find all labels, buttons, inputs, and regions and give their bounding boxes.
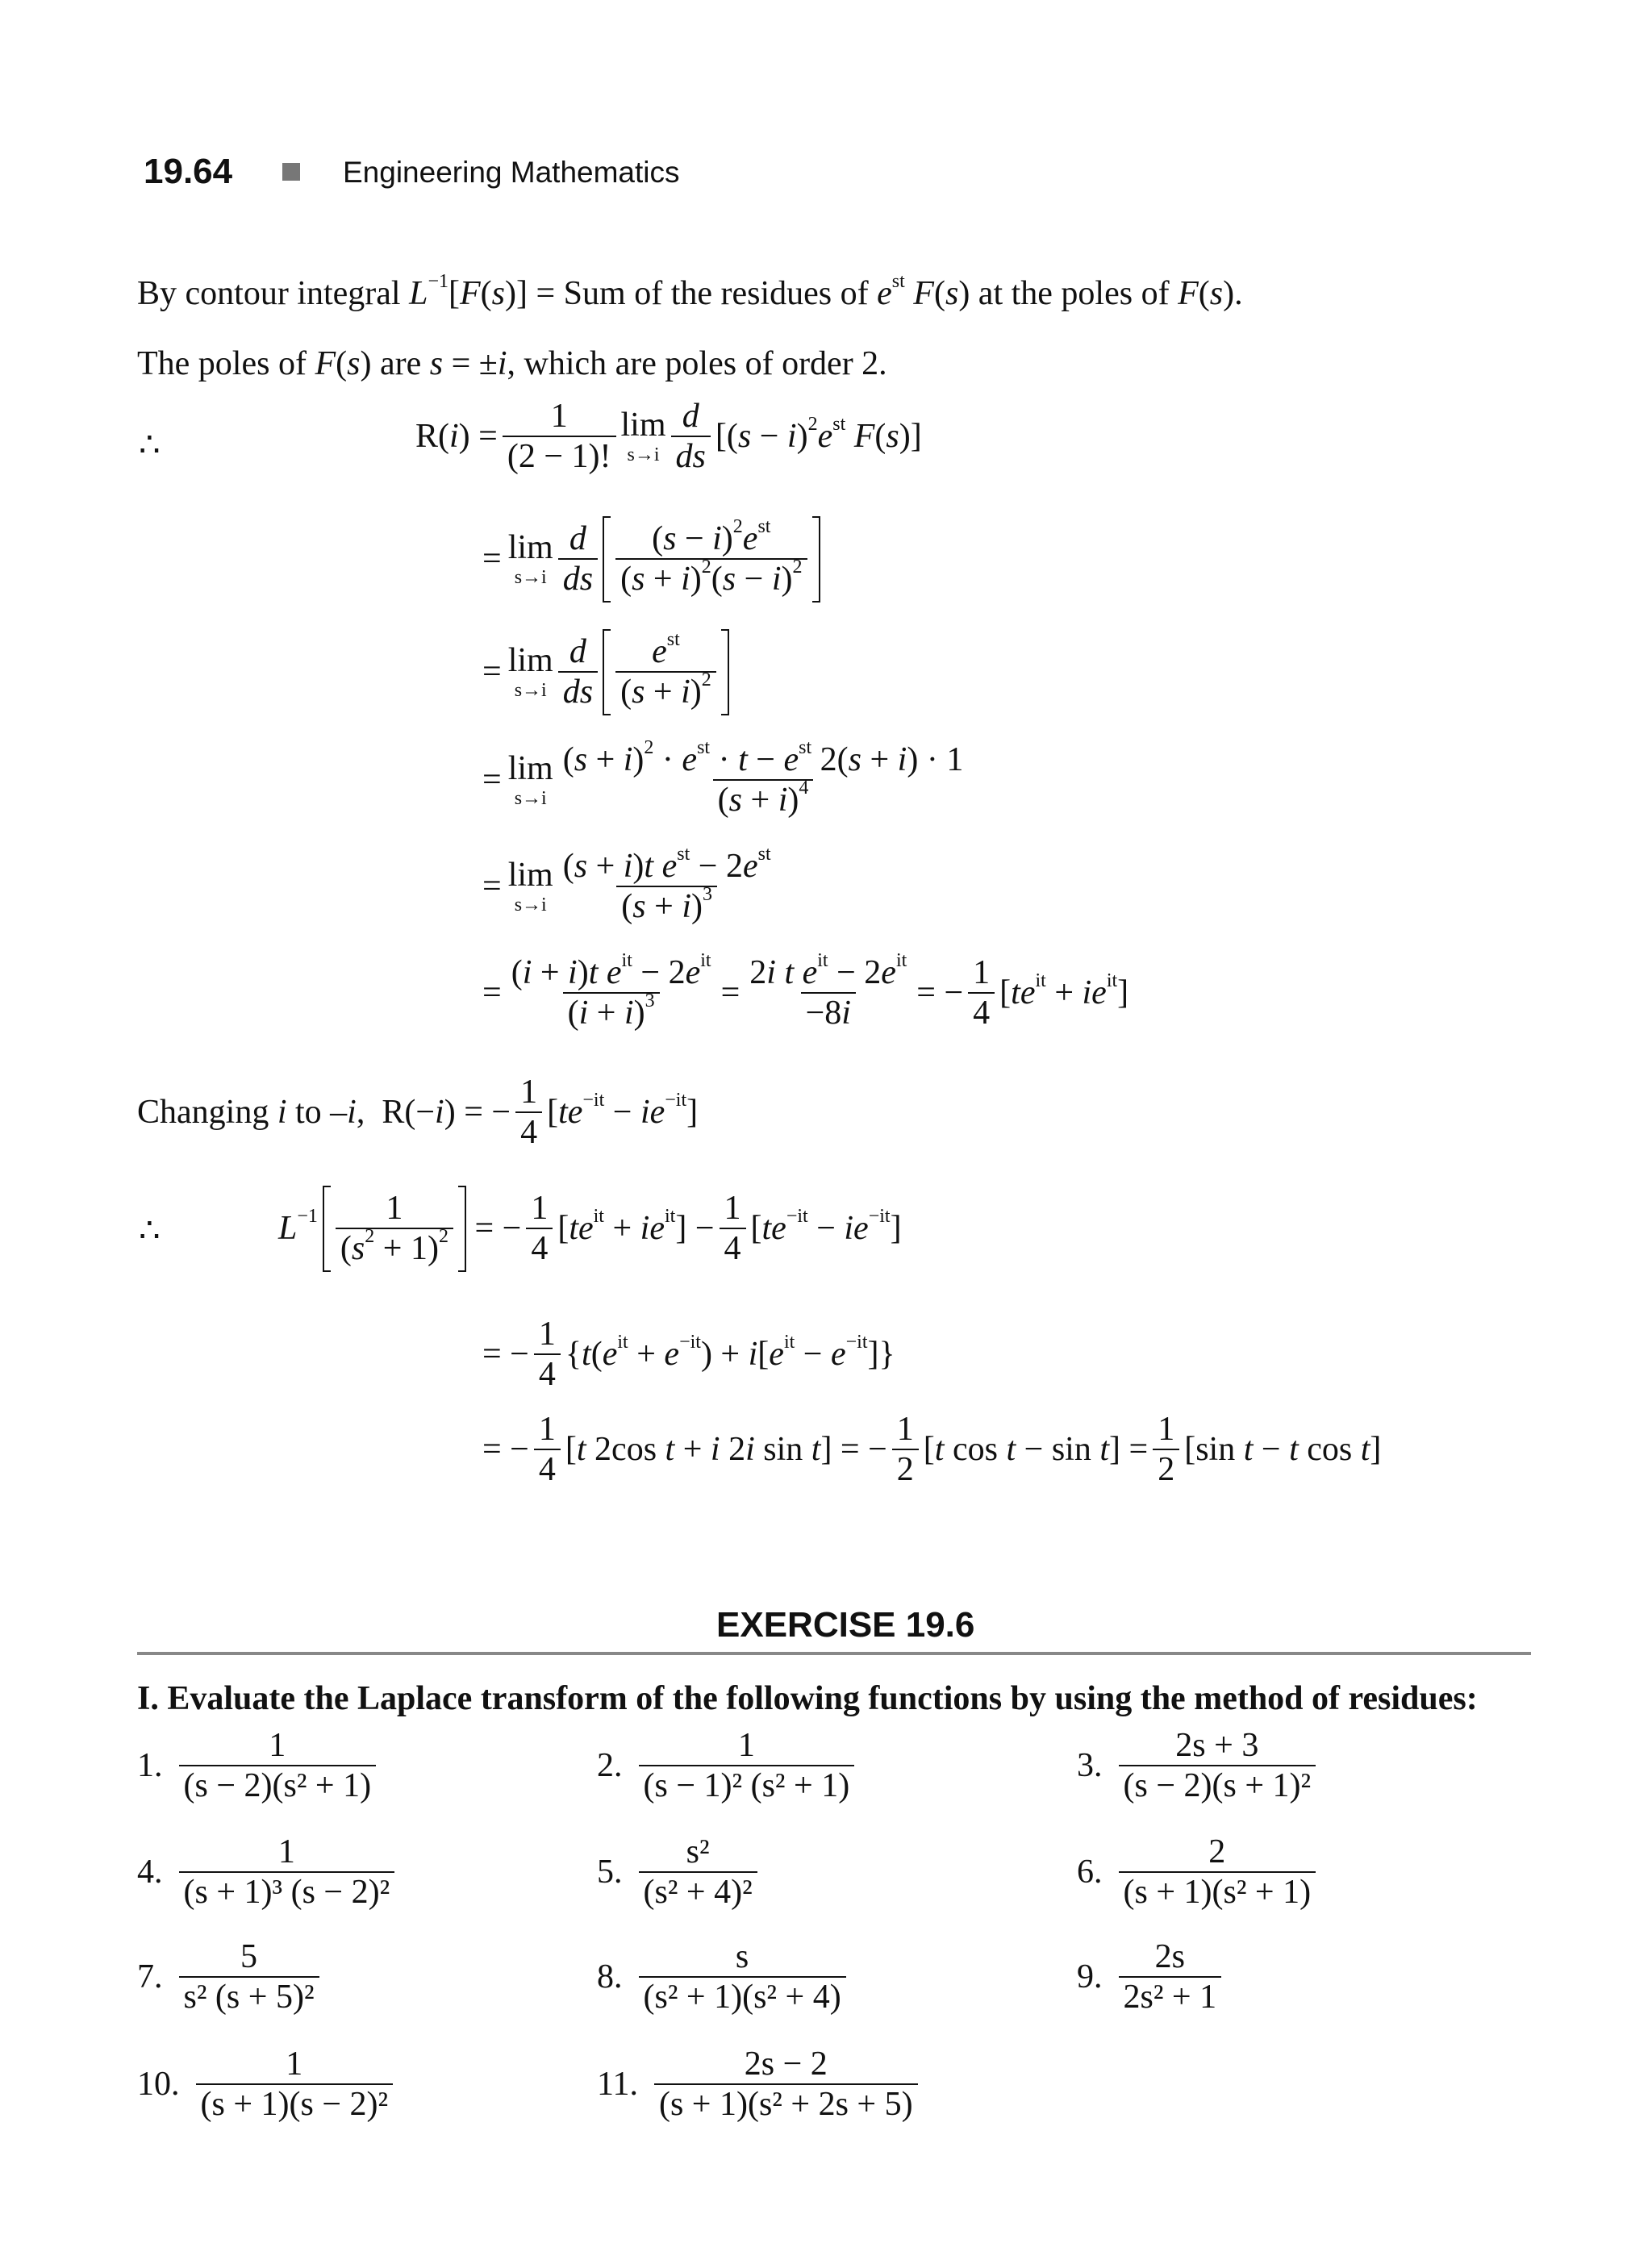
exercise-item xyxy=(1077,1833,1320,1912)
exercise-item-numerator: 2s + 3 xyxy=(1175,1727,1259,1764)
running-title: Engineering Mathematics xyxy=(343,156,680,189)
step-5: = lim s→i $\frac{(s + i)t e^{st} - 2e^{st}}{(s + i)^3}$ xyxy=(482,844,771,926)
exercise-item-denominator: (s² + 4)² xyxy=(639,1871,757,1912)
exercise-item-fraction xyxy=(179,1833,395,1912)
result-line-3: = − $\frac{1}{4}$ [t 2cos t + i 2i sin t] = − $\frac{1}{2}$ [t cos t − sin t] = $\frac{1}{2}$ [sin t − t cos t] xyxy=(482,1411,1382,1489)
exercise-item-number: 7. xyxy=(137,1958,163,1996)
exercise-item xyxy=(597,1726,859,1806)
exercise-item-number: 11. xyxy=(597,2066,638,2104)
exercise-item xyxy=(1077,1726,1320,1806)
exercise-heading: I. Evaluate the Laplace transform of the following functions by using the method of residues: xyxy=(137,1680,1478,1717)
exercise-item xyxy=(597,1833,762,1912)
exercise-item-number: 10. xyxy=(137,2066,180,2104)
exercise-item-numerator: s² xyxy=(686,1833,710,1870)
exercise-item xyxy=(597,1937,851,2017)
exercise-item-fraction xyxy=(1119,1726,1316,1806)
step-3: = lim s→i $\frac{d}{ds}$ $\frac{e^{st}}{(s + i)^2}$ xyxy=(482,629,729,715)
exercise-item-denominator: (s − 2)(s + 1)² xyxy=(1119,1765,1316,1805)
poles-line: The poles of F(s) are s = ±i, which are poles of order 2. xyxy=(137,345,887,382)
exercise-item-fraction xyxy=(654,2045,918,2125)
exercise-item-fraction xyxy=(639,1833,757,1912)
exercise-item-numerator: 2 xyxy=(1208,1833,1226,1870)
exercise-item-numerator: 2s xyxy=(1154,1938,1185,1975)
exercise-item-denominator: (s + 1)(s² + 1) xyxy=(1119,1871,1316,1912)
exercise-item-fraction xyxy=(179,1726,377,1806)
exercise-item-numerator: 1 xyxy=(269,1727,286,1764)
exercise-item-denominator: (s + 1)(s² + 2s + 5) xyxy=(654,2083,918,2124)
exercise-item-number: 9. xyxy=(1077,1958,1103,1996)
exercise-item xyxy=(137,1937,324,2017)
exercise-item-numerator: 1 xyxy=(286,2045,303,2083)
exercise-item-fraction xyxy=(1119,1833,1316,1912)
exercise-item-fraction xyxy=(639,1937,846,2017)
result-line-1: $L^{-1}$ $\frac{1}{(s^2 + 1)^2}$ = − $\frac{1}{4}$ $[te^{it} + ie^{it}]$ − $\frac{1}{4}$ $[te^{-it} - ie^{-it}]$ xyxy=(278,1186,902,1272)
exercise-title: EXERCISE 19.6 xyxy=(716,1605,975,1645)
intro-line: By contour integral $L^{-1}[F(s)]$ = Sum of the residues of $e^{st}$ F(s) at the poles of F(s). xyxy=(137,271,1243,312)
residue-r-minus-i: Changing i to –i, R(−i) = − $\frac{1}{4}$ $[te^{-it} - ie^{-it}]$ xyxy=(137,1074,699,1152)
therefore-symbol-2: ∴ xyxy=(139,1212,161,1249)
exercise-item-denominator: s² (s + 5)² xyxy=(179,1976,319,2016)
exercise-item-fraction xyxy=(179,1937,319,2017)
exercise-item-numerator: s xyxy=(735,1938,749,1975)
exercise-item xyxy=(137,1726,381,1806)
exercise-item-denominator: (s + 1)(s − 2)² xyxy=(196,2083,394,2124)
exercise-item xyxy=(137,2045,398,2125)
exercise-item-denominator: (s − 2)(s² + 1) xyxy=(179,1765,377,1805)
exercise-item-denominator: 2s² + 1 xyxy=(1119,1976,1222,2016)
page-number: 19.64 xyxy=(144,152,233,191)
residue-r-i: R(i) = $\frac{1}{(2 - 1)!}$ lim s→i $\frac{d}{ds}$ [$(s - i)^2e^{st}$ F(s)] xyxy=(415,398,922,476)
exercise-rule xyxy=(137,1652,1531,1655)
exercise-item-numerator: 1 xyxy=(277,1833,295,1870)
header-marker xyxy=(282,163,300,181)
exercise-item-numerator: 5 xyxy=(240,1938,258,1975)
exercise-item-number: 1. xyxy=(137,1747,163,1785)
exercise-item-fraction xyxy=(639,1726,855,1806)
exercise-item-number: 8. xyxy=(597,1958,623,1996)
exercise-item-denominator: (s² + 1)(s² + 4) xyxy=(639,1976,846,2016)
exercise-item-denominator: (s + 1)³ (s − 2)² xyxy=(179,1871,395,1912)
exercise-item xyxy=(1077,1937,1226,2017)
exercise-item-number: 2. xyxy=(597,1747,623,1785)
exercise-item-numerator: 2s − 2 xyxy=(744,2045,828,2083)
exercise-item-fraction xyxy=(196,2045,394,2125)
therefore-symbol: ∴ xyxy=(139,427,161,464)
exercise-item-number: 5. xyxy=(597,1854,623,1891)
exercise-item-number: 6. xyxy=(1077,1854,1103,1891)
step-2: = lim s→i $\frac{d}{ds}$ $\frac{(s - i)^2e^{st}}{(s + i)^2(s - i)^2}$ xyxy=(482,516,820,603)
exercise-item-fraction xyxy=(1119,1937,1222,2017)
exercise-item-number: 3. xyxy=(1077,1747,1103,1785)
step-4: = lim s→i $\frac{(s + i)^2 \cdot e^{st} \cdot t - e^{st} 2(s + i) \cdot 1}{(s + i)^4}$ xyxy=(482,737,964,819)
exercise-item-numerator: 1 xyxy=(737,1727,755,1764)
exercise-item-denominator: (s − 1)² (s² + 1) xyxy=(639,1765,855,1805)
step-6: = $\frac{(i + i)t e^{it} - 2e^{it}}{(i + i)^3}$ = $\frac{2i t e^{it} - 2e^{it}}{-8i}$ = − $\frac{1}{4}$ $[te^{it} + ie^{it}]$ xyxy=(482,950,1129,1032)
exercise-item xyxy=(137,1833,399,1912)
exercise-item-number: 4. xyxy=(137,1854,163,1891)
result-line-2: = − $\frac{1}{4}$ $\{t(e^{it} + e^{-it}) + i[e^{it} - e^{-it}]\}$ xyxy=(482,1316,895,1394)
exercise-item xyxy=(597,2045,923,2125)
